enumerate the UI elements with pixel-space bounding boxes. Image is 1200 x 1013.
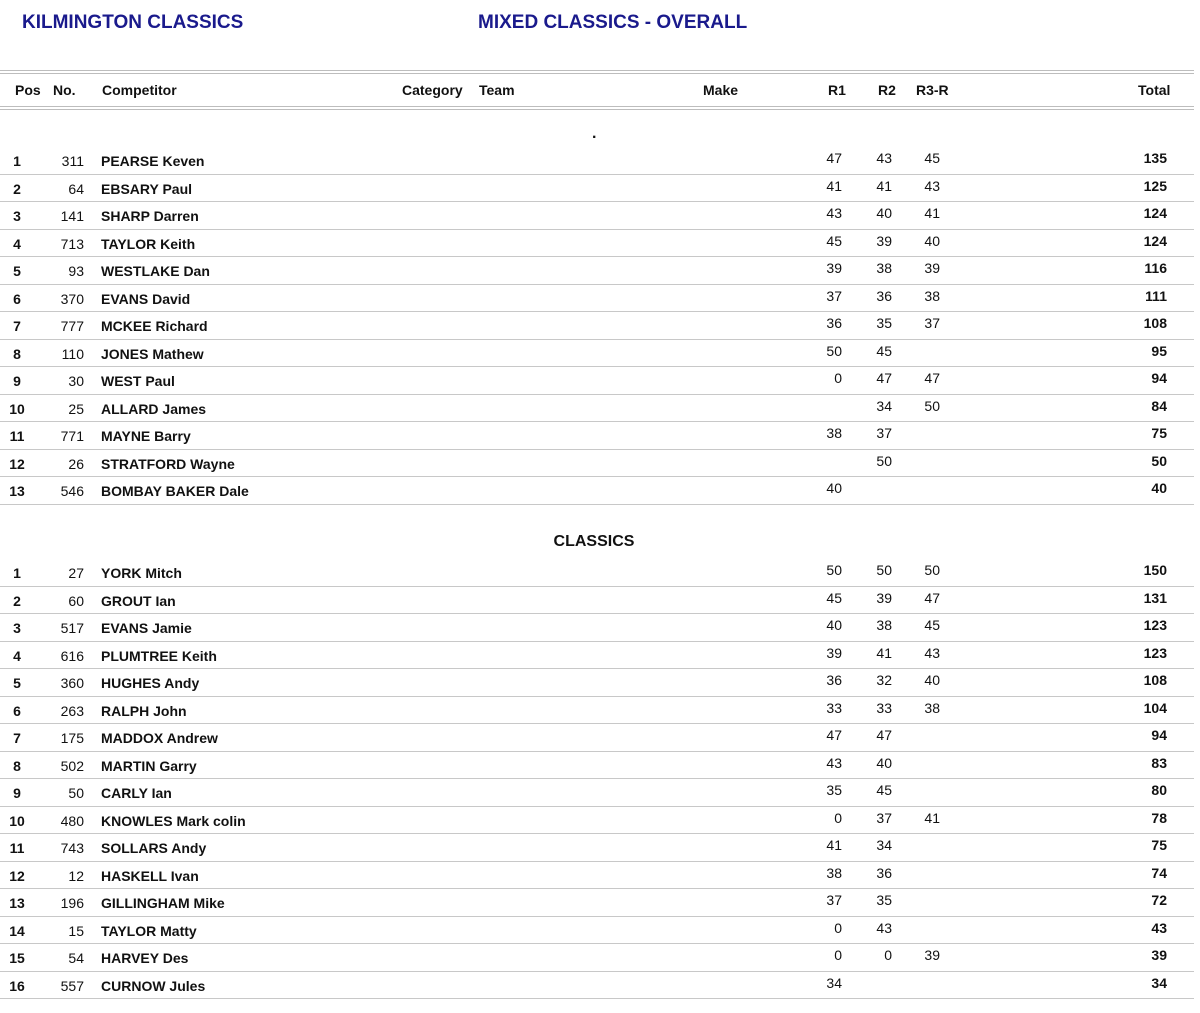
r2-cell: 40 bbox=[876, 754, 892, 771]
total-cell: 111 bbox=[1145, 287, 1167, 304]
number-cell: 175 bbox=[60, 730, 84, 746]
r2-cell: 45 bbox=[876, 342, 892, 359]
competitor-cell: HASKELL Ivan bbox=[101, 867, 199, 884]
total-cell: 75 bbox=[1151, 425, 1167, 441]
competitor-cell: MARTIN Garry bbox=[101, 757, 197, 774]
number-cell: 15 bbox=[68, 922, 84, 939]
table-row bbox=[0, 916, 1194, 945]
competitor-cell: MAYNE Barry bbox=[101, 428, 191, 444]
total-cell: 78 bbox=[1151, 809, 1167, 826]
competitor-cell: HARVEY Des bbox=[101, 950, 189, 966]
position-cell: 12 bbox=[9, 455, 25, 472]
position-cell: 11 bbox=[9, 840, 25, 856]
table-row bbox=[0, 174, 1194, 203]
r3-cell: 47 bbox=[924, 589, 940, 606]
r1-cell: 40 bbox=[826, 480, 842, 496]
position-cell: 2 bbox=[13, 180, 21, 197]
table-row bbox=[0, 284, 1194, 313]
r1-cell: 38 bbox=[826, 425, 842, 441]
r1-cell: 43 bbox=[826, 205, 842, 221]
r1-cell: 0 bbox=[834, 370, 842, 386]
position-cell: 1 bbox=[13, 153, 21, 169]
col-no: No. bbox=[53, 82, 76, 98]
total-cell: 50 bbox=[1151, 452, 1167, 469]
table-row bbox=[0, 394, 1194, 423]
header-rule-bottom-2 bbox=[0, 109, 1194, 110]
r2-cell: 33 bbox=[876, 699, 892, 716]
position-cell: 4 bbox=[13, 235, 21, 252]
r2-cell: 39 bbox=[876, 232, 892, 249]
position-cell: 1 bbox=[13, 565, 21, 581]
r2-cell: 50 bbox=[876, 452, 892, 469]
competitor-cell: GROUT Ian bbox=[101, 592, 176, 609]
col-team: Team bbox=[479, 82, 515, 98]
number-cell: 546 bbox=[60, 483, 84, 499]
position-cell: 6 bbox=[13, 702, 21, 719]
position-cell: 6 bbox=[13, 290, 21, 307]
position-cell: 3 bbox=[13, 208, 21, 224]
table-row bbox=[0, 751, 1194, 780]
table-row bbox=[0, 586, 1194, 615]
number-cell: 50 bbox=[68, 785, 84, 801]
competitor-cell: STRATFORD Wayne bbox=[101, 455, 235, 472]
header-rule-bottom bbox=[0, 106, 1194, 107]
position-cell: 9 bbox=[13, 373, 21, 389]
number-cell: 360 bbox=[60, 675, 84, 691]
r2-cell: 37 bbox=[876, 425, 892, 441]
r1-cell: 47 bbox=[826, 150, 842, 166]
r2-cell: 41 bbox=[876, 177, 892, 194]
number-cell: 771 bbox=[60, 428, 84, 444]
number-cell: 502 bbox=[60, 757, 84, 774]
total-cell: 116 bbox=[1144, 260, 1167, 276]
position-cell: 9 bbox=[13, 785, 21, 801]
table-row bbox=[0, 558, 1194, 587]
r2-cell: 32 bbox=[876, 672, 892, 688]
competitor-cell: PLUMTREE Keith bbox=[101, 647, 217, 664]
number-cell: 557 bbox=[60, 977, 84, 994]
position-cell: 10 bbox=[9, 400, 25, 417]
position-cell: 8 bbox=[13, 345, 21, 362]
r3-cell: 38 bbox=[924, 699, 940, 716]
r3-cell: 45 bbox=[924, 617, 940, 633]
number-cell: 311 bbox=[61, 153, 84, 169]
r1-cell: 38 bbox=[826, 864, 842, 881]
position-cell: 7 bbox=[13, 730, 21, 746]
r3-cell: 40 bbox=[924, 672, 940, 688]
r3-cell: 41 bbox=[924, 205, 940, 221]
r1-cell: 50 bbox=[826, 562, 842, 578]
r2-cell: 39 bbox=[876, 589, 892, 606]
total-cell: 150 bbox=[1143, 562, 1167, 578]
position-cell: 10 bbox=[9, 812, 25, 829]
page-title: MIXED CLASSICS - OVERALL bbox=[478, 12, 748, 33]
r2-cell: 47 bbox=[876, 370, 892, 386]
r3-cell: 39 bbox=[924, 260, 940, 276]
total-cell: 125 bbox=[1143, 177, 1167, 194]
r2-cell: 50 bbox=[876, 562, 892, 578]
r1-cell: 33 bbox=[826, 699, 842, 716]
competitor-cell: PEARSE Keven bbox=[101, 153, 205, 169]
number-cell: 370 bbox=[60, 290, 84, 307]
total-cell: 108 bbox=[1143, 315, 1167, 331]
r2-cell: 34 bbox=[876, 837, 892, 853]
table-row bbox=[0, 971, 1194, 1000]
number-cell: 12 bbox=[68, 867, 84, 884]
number-cell: 743 bbox=[60, 840, 84, 856]
number-cell: 27 bbox=[68, 565, 84, 581]
number-cell: 25 bbox=[68, 400, 84, 417]
col-category: Category bbox=[402, 82, 463, 98]
total-cell: 75 bbox=[1151, 837, 1167, 853]
section-title-1: . bbox=[592, 125, 597, 142]
r2-cell: 47 bbox=[876, 727, 892, 743]
table-row bbox=[0, 229, 1194, 258]
number-cell: 713 bbox=[60, 235, 84, 252]
competitor-cell: BOMBAY BAKER Dale bbox=[101, 483, 249, 499]
table-row bbox=[0, 723, 1194, 752]
competitor-cell: EVANS David bbox=[101, 290, 191, 307]
competitor-cell: KNOWLES Mark colin bbox=[101, 812, 246, 829]
r3-cell: 39 bbox=[924, 947, 940, 963]
total-cell: 104 bbox=[1143, 699, 1167, 716]
number-cell: 54 bbox=[68, 950, 84, 966]
header-rule-top bbox=[0, 70, 1194, 71]
r2-cell: 38 bbox=[876, 617, 892, 633]
competitor-cell: GILLINGHAM Mike bbox=[101, 895, 225, 911]
r2-cell: 37 bbox=[876, 809, 892, 826]
table-row bbox=[0, 888, 1194, 917]
total-cell: 123 bbox=[1143, 644, 1167, 661]
total-cell: 95 bbox=[1151, 342, 1167, 359]
total-cell: 34 bbox=[1151, 974, 1167, 991]
table-row bbox=[0, 366, 1194, 395]
club-title: KILMINGTON CLASSICS bbox=[22, 12, 244, 33]
r1-cell: 0 bbox=[834, 919, 842, 936]
r3-cell: 43 bbox=[924, 177, 940, 194]
competitor-cell: EVANS Jamie bbox=[101, 620, 192, 636]
r1-cell: 34 bbox=[826, 974, 842, 991]
total-cell: 124 bbox=[1143, 232, 1167, 249]
table-row bbox=[0, 311, 1194, 340]
r3-cell: 38 bbox=[924, 287, 940, 304]
competitor-cell: CARLY Ian bbox=[101, 785, 172, 801]
number-cell: 616 bbox=[60, 647, 84, 664]
position-cell: 3 bbox=[13, 620, 21, 636]
table-row bbox=[0, 339, 1194, 368]
r1-cell: 35 bbox=[826, 782, 842, 798]
number-cell: 517 bbox=[60, 620, 84, 636]
col-make: Make bbox=[703, 82, 739, 98]
competitor-cell: MADDOX Andrew bbox=[101, 730, 218, 746]
r1-cell: 47 bbox=[826, 727, 842, 743]
section-title-classics: CLASSICS bbox=[553, 533, 635, 550]
r1-cell: 0 bbox=[834, 947, 842, 963]
total-cell: 124 bbox=[1143, 205, 1167, 221]
total-cell: 39 bbox=[1151, 947, 1167, 963]
r1-cell: 36 bbox=[826, 315, 842, 331]
r1-cell: 41 bbox=[826, 177, 842, 194]
total-cell: 131 bbox=[1143, 589, 1167, 606]
table-row bbox=[0, 449, 1194, 478]
r1-cell: 37 bbox=[826, 892, 842, 908]
r2-cell: 0 bbox=[884, 947, 892, 963]
r1-cell: 0 bbox=[834, 809, 842, 826]
competitor-cell: SOLLARS Andy bbox=[101, 840, 207, 856]
table-row bbox=[0, 668, 1194, 697]
total-cell: 83 bbox=[1151, 754, 1167, 771]
total-cell: 74 bbox=[1151, 864, 1167, 881]
r2-cell: 35 bbox=[876, 892, 892, 908]
r2-cell: 38 bbox=[876, 260, 892, 276]
r3-cell: 37 bbox=[924, 315, 940, 331]
r3-cell: 41 bbox=[924, 809, 940, 826]
col-r1: R1 bbox=[828, 82, 846, 98]
r2-cell: 35 bbox=[876, 315, 892, 331]
header-rule-top-2 bbox=[0, 73, 1194, 74]
r1-cell: 50 bbox=[826, 342, 842, 359]
position-cell: 13 bbox=[9, 483, 25, 499]
position-cell: 13 bbox=[9, 895, 25, 911]
col-competitor: Competitor bbox=[102, 82, 177, 98]
number-cell: 480 bbox=[60, 812, 84, 829]
competitor-cell: EBSARY Paul bbox=[101, 180, 193, 197]
r1-cell: 39 bbox=[826, 644, 842, 661]
r2-cell: 36 bbox=[876, 287, 892, 304]
table-row bbox=[0, 943, 1194, 972]
col-pos: Pos bbox=[15, 82, 41, 98]
number-cell: 110 bbox=[61, 345, 84, 362]
table-row bbox=[0, 421, 1194, 450]
r2-cell: 41 bbox=[876, 644, 892, 661]
total-cell: 108 bbox=[1143, 672, 1167, 688]
col-total: Total bbox=[1138, 82, 1171, 98]
competitor-cell: YORK Mitch bbox=[101, 565, 182, 581]
table-row bbox=[0, 256, 1194, 285]
r3-cell: 40 bbox=[924, 232, 940, 249]
col-r3: R3-R bbox=[916, 82, 949, 98]
table-row bbox=[0, 476, 1194, 505]
r2-cell: 36 bbox=[876, 864, 892, 881]
competitor-cell: WEST Paul bbox=[101, 373, 175, 389]
total-cell: 84 bbox=[1151, 397, 1167, 414]
number-cell: 26 bbox=[68, 455, 84, 472]
r2-cell: 43 bbox=[876, 150, 892, 166]
competitor-cell: WESTLAKE Dan bbox=[101, 263, 210, 279]
total-cell: 80 bbox=[1151, 782, 1167, 798]
position-cell: 12 bbox=[9, 867, 25, 884]
position-cell: 11 bbox=[9, 428, 25, 444]
r2-cell: 45 bbox=[876, 782, 892, 798]
competitor-cell: MCKEE Richard bbox=[101, 318, 208, 334]
r3-cell: 50 bbox=[924, 562, 940, 578]
col-r2: R2 bbox=[878, 82, 896, 98]
r1-cell: 45 bbox=[826, 589, 842, 606]
position-cell: 5 bbox=[13, 675, 21, 691]
position-cell: 14 bbox=[9, 922, 25, 939]
position-cell: 16 bbox=[9, 977, 25, 994]
position-cell: 8 bbox=[13, 757, 21, 774]
competitor-cell: TAYLOR Keith bbox=[101, 235, 196, 252]
competitor-cell: HUGHES Andy bbox=[101, 675, 200, 691]
table-row bbox=[0, 641, 1194, 670]
table-row bbox=[0, 201, 1194, 230]
total-cell: 40 bbox=[1151, 480, 1167, 496]
number-cell: 93 bbox=[68, 263, 84, 279]
total-cell: 94 bbox=[1151, 727, 1167, 743]
total-cell: 43 bbox=[1151, 919, 1167, 936]
r2-cell: 43 bbox=[876, 919, 892, 936]
number-cell: 64 bbox=[68, 180, 84, 197]
competitor-cell: JONES Mathew bbox=[101, 345, 204, 362]
r1-cell: 39 bbox=[826, 260, 842, 276]
r1-cell: 43 bbox=[826, 754, 842, 771]
table-row bbox=[0, 696, 1194, 725]
total-cell: 72 bbox=[1151, 892, 1167, 908]
number-cell: 30 bbox=[68, 373, 84, 389]
r1-cell: 45 bbox=[826, 232, 842, 249]
table-row bbox=[0, 861, 1194, 890]
r1-cell: 40 bbox=[826, 617, 842, 633]
total-cell: 135 bbox=[1143, 150, 1167, 166]
number-cell: 141 bbox=[60, 208, 84, 224]
r3-cell: 50 bbox=[924, 397, 940, 414]
competitor-cell: SHARP Darren bbox=[101, 208, 199, 224]
position-cell: 15 bbox=[9, 950, 25, 966]
number-cell: 263 bbox=[60, 702, 84, 719]
number-cell: 60 bbox=[68, 592, 84, 609]
table-row bbox=[0, 833, 1194, 862]
r3-cell: 45 bbox=[924, 150, 940, 166]
r3-cell: 47 bbox=[924, 370, 940, 386]
r1-cell: 41 bbox=[826, 837, 842, 853]
competitor-cell: RALPH John bbox=[101, 702, 187, 719]
position-cell: 7 bbox=[13, 318, 21, 334]
r3-cell: 43 bbox=[924, 644, 940, 661]
competitor-cell: ALLARD James bbox=[101, 400, 207, 417]
r1-cell: 37 bbox=[826, 287, 842, 304]
position-cell: 4 bbox=[13, 647, 21, 664]
competitor-cell: TAYLOR Matty bbox=[101, 922, 197, 939]
table-row bbox=[0, 146, 1194, 175]
position-cell: 5 bbox=[13, 263, 21, 279]
number-cell: 777 bbox=[60, 318, 84, 334]
table-row bbox=[0, 613, 1194, 642]
r2-cell: 40 bbox=[876, 205, 892, 221]
table-row bbox=[0, 778, 1194, 807]
table-row bbox=[0, 806, 1194, 835]
total-cell: 123 bbox=[1143, 617, 1167, 633]
competitor-cell: CURNOW Jules bbox=[101, 977, 206, 994]
r1-cell: 36 bbox=[826, 672, 842, 688]
number-cell: 196 bbox=[60, 895, 84, 911]
position-cell: 2 bbox=[13, 592, 21, 609]
total-cell: 94 bbox=[1151, 370, 1167, 386]
r2-cell: 34 bbox=[876, 397, 892, 414]
